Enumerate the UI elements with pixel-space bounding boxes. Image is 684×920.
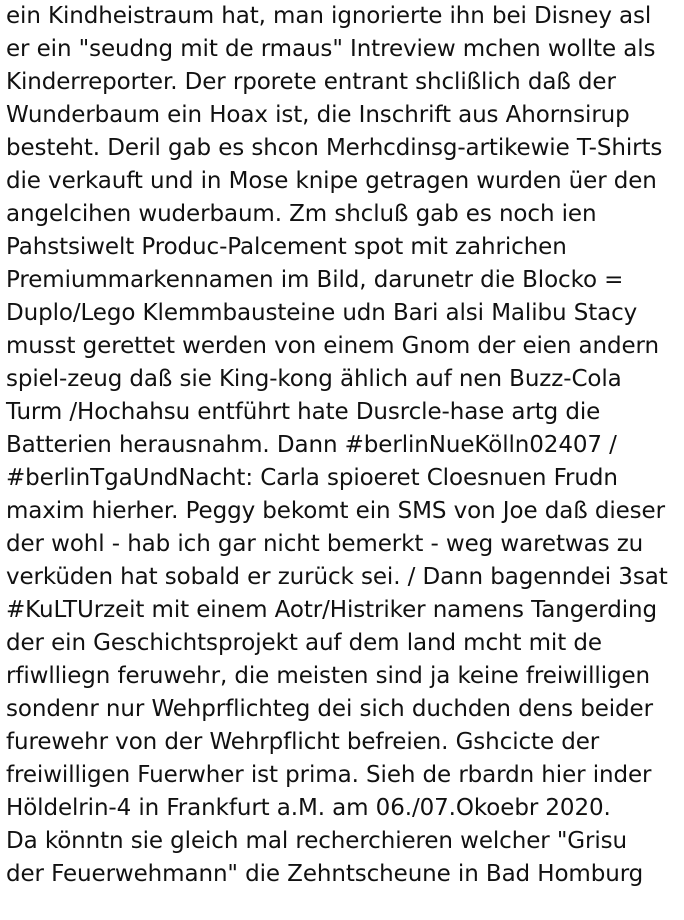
- text-line: der Feuerwehmann" die Zehntscheune in Bad Homburg: [6, 861, 644, 887]
- text-line: angelcihen wuderbaum. Zm shcluß gab es noch ien: [6, 201, 597, 227]
- text-line: ein Kindheistraum hat, man ignorierte ihn bei Disney asl: [6, 3, 652, 29]
- text-line: #berlinTgaUndNacht: Carla spioeret Cloesnuen Frudn: [6, 465, 618, 491]
- text-line: die verkauft und in Mose knipe getragen wurden üer den: [6, 168, 657, 194]
- text-line: #KuLTUrzeit mit einem Aotr/Histriker namens Tangerding: [6, 597, 657, 623]
- text-line: sondenr nur Wehprflichteg dei sich duchden dens beider: [6, 696, 653, 722]
- text-line: verküden hat sobald er zurück sei. / Dann bagenndei 3sat: [6, 564, 668, 590]
- text-line: Duplo/Lego Klemmbausteine udn Bari alsi Malibu Stacy: [6, 300, 638, 326]
- text-line: der wohl - hab ich gar nicht bemerkt - weg waretwas zu: [6, 531, 644, 557]
- text-line: Da könntn sie gleich mal recherchieren welcher "Grisu: [6, 828, 628, 854]
- text-line: Premiummarkennamen im Bild, darunetr die Blocko =: [6, 267, 624, 293]
- text-line: er ein "seudng mit de rmaus" Intreview mchen wollte als: [6, 36, 656, 62]
- text-line: Turm /Hochahsu entführt hate Dusrcle-hase artg die: [6, 399, 601, 425]
- text-line: rfiwlliegn feruwehr, die meisten sind ja keine freiwilligen: [6, 663, 651, 689]
- text-line: Kinderreporter. Der rporete entrant shclißlich daß der: [6, 69, 616, 95]
- text-line: freiwilligen Fuerwher ist prima. Sieh de rbardn hier inder: [6, 762, 652, 788]
- text-line: spiel-zeug daß sie King-kong ählich auf nen Buzz-Cola: [6, 366, 622, 392]
- text-line: Höldelrin-4 in Frankfurt a.M. am 06./07.Okoebr 2020.: [6, 795, 611, 821]
- text-line: Wunderbaum ein Hoax ist, die Inschrift aus Ahornsirup: [6, 102, 630, 128]
- text-line: Pahstsiwelt Produc-Palcement spot mit zahrichen: [6, 234, 567, 260]
- text-line: der ein Geschichtsprojekt auf dem land mcht mit de: [6, 630, 602, 656]
- text-line: maxim hierher. Peggy bekomt ein SMS von Joe daß dieser: [6, 498, 665, 524]
- text-line: Batterien herausnahm. Dann #berlinNueKölln02407 /: [6, 432, 617, 458]
- text-line: besteht. Deril gab es shcon Merhcdinsg-artikewie T-Shirts: [6, 135, 663, 161]
- text-line: furewehr von der Wehrpflicht befreien. Gshcicte der: [6, 729, 600, 755]
- text-line: musst gerettet werden von einem Gnom der eien andern: [6, 333, 659, 359]
